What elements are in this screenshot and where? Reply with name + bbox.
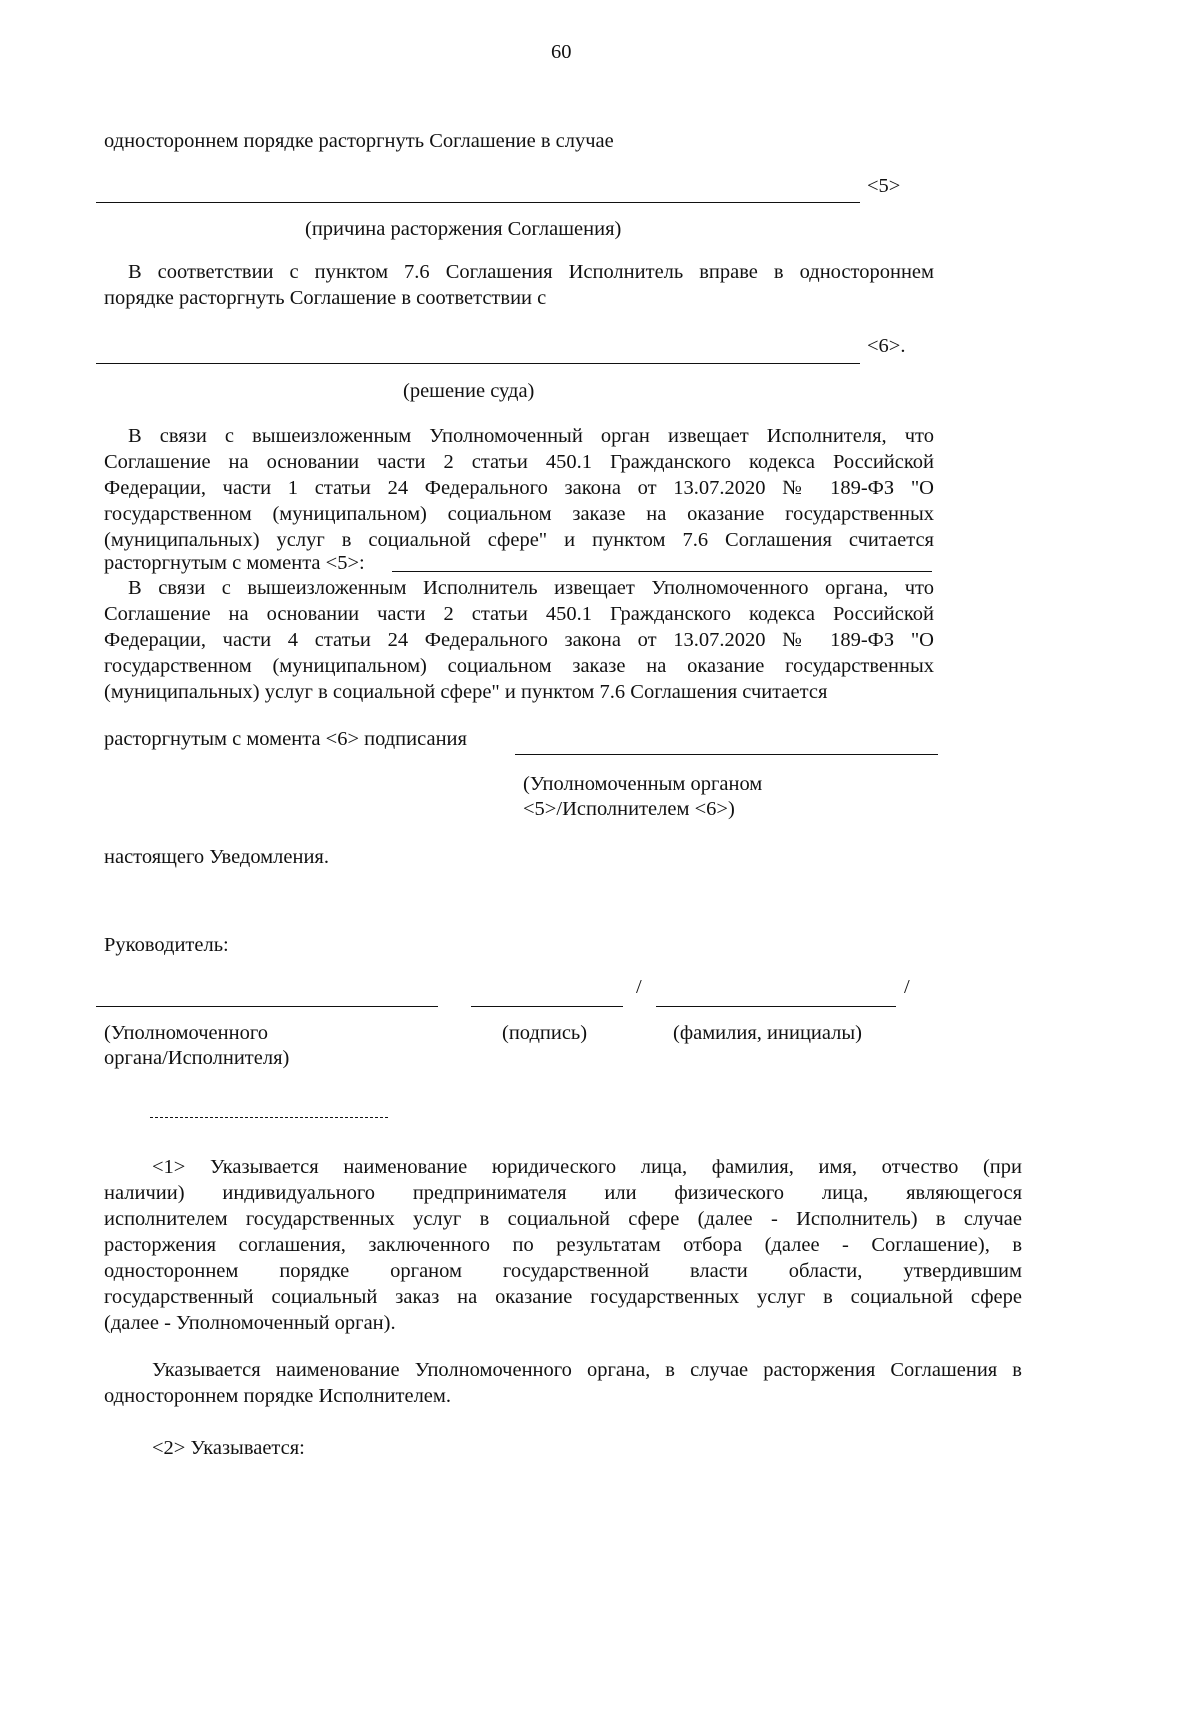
court-blank-line	[96, 363, 860, 364]
authority-para-line-1: В связи с вышеизложенным Уполномоченный орган извещает Исполнителя, что	[128, 425, 934, 447]
footnote-1-line-3: исполнителем государственных услуг в социальной сфере (далее - Исполнитель) в случае	[104, 1208, 1022, 1230]
name-caption: (фамилия, инициалы)	[673, 1022, 862, 1044]
signer-caption-line-1: (Уполномоченным органом	[523, 773, 763, 795]
footnote-1-line-2: наличии) индивидуального предпринимателя или физического лица, являющегося	[104, 1182, 1022, 1204]
page-number: 60	[551, 41, 572, 63]
executor-para-line-5: (муниципальных) услуг в социальной сфере" и пунктом 7.6 Соглашения считается	[104, 681, 828, 703]
org-caption-line-2: органа/Исполнителя)	[104, 1047, 290, 1069]
footnote-2: <2> Указывается:	[152, 1437, 305, 1459]
signed-moment-line: расторгнутым с момента <6> подписания	[104, 728, 467, 750]
court-caption: (решение суда)	[403, 380, 535, 402]
head-label: Руководитель:	[104, 934, 229, 956]
footnote-1-line-4: расторжения соглашения, заключенного по результатам отбора (далее - Соглашение), в	[104, 1234, 1022, 1256]
executor-para-line-4: государственном (муниципальном) социальном заказе на оказание государственных	[104, 655, 934, 677]
signature-blank-line	[471, 1006, 623, 1007]
footnote-1b-line-2: одностороннем порядке Исполнителем.	[104, 1385, 452, 1407]
org-blank-line	[96, 1006, 438, 1007]
signature-caption: (подпись)	[502, 1022, 588, 1044]
signer-blank-line	[515, 754, 938, 755]
slash-2: /	[904, 976, 910, 998]
authority-para-line-3: Федерации, части 1 статьи 24 Федерального закона от 13.07.2020 № 189-ФЗ "О	[104, 477, 934, 499]
authority-para-line-2: Соглашение на основании части 2 статьи 450.1 Гражданского кодекса Российской	[104, 451, 934, 473]
reason-blank-line	[96, 202, 860, 203]
footnote-1-line-5: одностороннем порядке органом государственной власти области, утвердившим	[104, 1260, 1022, 1282]
authority-date-blank	[392, 571, 932, 572]
executor-para-line-3: Федерации, части 4 статьи 24 Федерального закона от 13.07.2020 № 189-ФЗ "О	[104, 629, 934, 651]
executor-para-line-2: Соглашение на основании части 2 статьи 450.1 Гражданского кодекса Российской	[104, 603, 934, 625]
intro-line: одностороннем порядке расторгнуть Соглашение в случае	[104, 130, 614, 152]
org-caption-line-1: (Уполномоченного	[104, 1022, 268, 1044]
slash-1: /	[636, 976, 642, 998]
court-footnote-ref: <6>.	[867, 335, 906, 357]
executor-right-line-2: порядке расторгнуть Соглашение в соответствии с	[104, 287, 547, 309]
reason-caption: (причина расторжения Соглашения)	[305, 218, 622, 240]
footnote-separator	[150, 1117, 388, 1118]
authority-para-line-6: расторгнутым с момента <5>:	[104, 552, 365, 574]
reason-footnote-ref: <5>	[867, 175, 901, 197]
notice-end: настоящего Уведомления.	[104, 846, 329, 868]
authority-para-line-5: (муниципальных) услуг в социальной сфере" и пунктом 7.6 Соглашения считается	[104, 529, 934, 551]
name-blank-line	[656, 1006, 896, 1007]
executor-right-line-1: В соответствии с пунктом 7.6 Соглашения Исполнитель вправе в одностороннем	[128, 261, 934, 283]
footnote-1-line-1: <1> Указывается наименование юридического лица, фамилия, имя, отчество (при	[152, 1156, 1022, 1178]
footnote-1b-line-1: Указывается наименование Уполномоченного органа, в случае расторжения Соглашения в	[152, 1359, 1022, 1381]
footnote-1-line-6: государственный социальный заказ на оказание государственных услуг в социальной сфере	[104, 1286, 1022, 1308]
signer-caption-line-2: <5>/Исполнителем <6>)	[523, 798, 735, 820]
executor-para-line-1: В связи с вышеизложенным Исполнитель извещает Уполномоченного органа, что	[128, 577, 934, 599]
authority-para-line-4: государственном (муниципальном) социальном заказе на оказание государственных	[104, 503, 934, 525]
footnote-1-line-7: (далее - Уполномоченный орган).	[104, 1312, 396, 1334]
